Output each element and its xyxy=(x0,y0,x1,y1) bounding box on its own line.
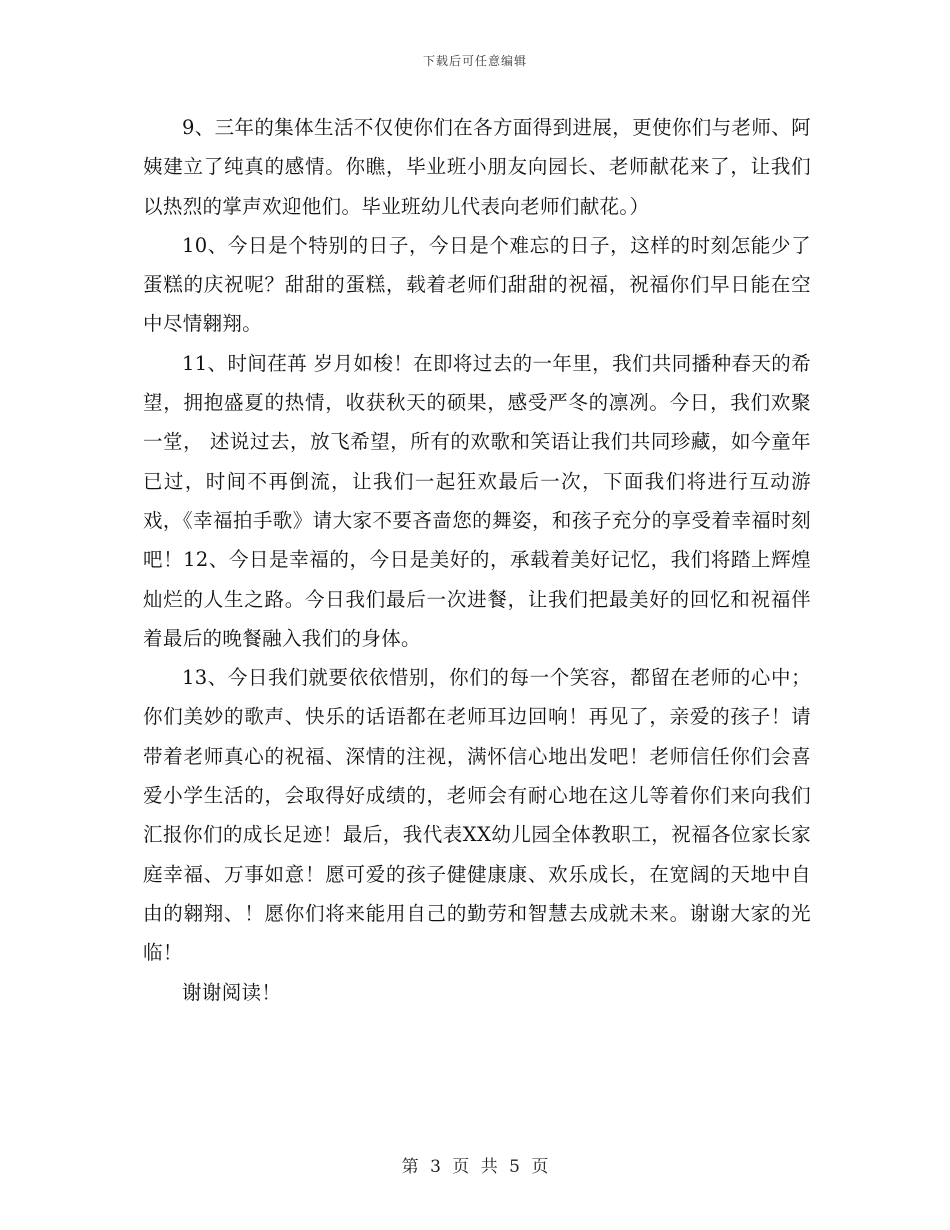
paragraph-11: 11、时间荏苒 岁月如梭！在即将过去的一年里，我们共同播种春天的希望，拥抱盛夏的热情，收获秋天的硕果，感受严冬的凛冽。今日，我们欢聚一堂， 述说过去，放飞希望，所有的欢歌和笑语让我们共同珍藏，如今童年已过，时间不再倒流，让我们一起狂欢最后一次，下面我们将进行互动游戏，《幸福拍手歌》请大家不要吝啬您的舞姿，和孩子充分的享受着幸福时刻吧！12、今日是幸福的，今日是美好的，承载着美好记忆，我们将踏上辉煌灿烂的人生之路。今日我们最后一次进餐，让我们把最美好的回忆和祝福伴着最后的晚餐融入我们的身体。 xyxy=(143,351,811,650)
paragraph-10: 10、今日是个特别的日子，今日是个难忘的日子，这样的时刻怎能少了蛋糕的庆祝呢？甜甜的蛋糕，载着老师们甜甜的祝福，祝福你们早日能在空中尽情翱翔。 xyxy=(143,233,811,336)
paragraph-13: 13、今日我们就要依依惜别，你们的每一个笑容，都留在老师的心中；你们美妙的歌声、快乐的话语都在老师耳边回响！再见了，亲爱的孩子！请带着老师真心的祝福、深情的注视，满怀信心地出发吧！老师信任你们会喜爱小学生活的，会取得好成绩的，老师会有耐心地在这儿等着你们来向我们汇报你们的成长足迹！最后，我代表XX幼儿园全体教职工，祝福各位家长家庭幸福、万事如意！愿可爱的孩子健健康康、欢乐成长，在宽阔的天地中自由的翱翔、！愿你们将来能用自己的勤劳和智慧去成就未来。谢谢大家的光临！ xyxy=(143,666,811,965)
page-header: 下载后可任意编辑 xyxy=(422,54,527,68)
paragraph-9: 9、三年的集体生活不仅使你们在各方面得到进展，更使你们与老师、阿姨建立了纯真的感情。你瞧，毕业班小朋友向园长、老师献花来了，让我们以热烈的掌声欢迎他们。毕业班幼儿代表向老师们献花。） xyxy=(143,116,811,218)
document-body xyxy=(143,108,811,1012)
closing-thanks: 谢谢阅读！ xyxy=(182,980,282,1004)
page-number-footer: 第 3 页 共 5 页 xyxy=(401,1157,549,1177)
